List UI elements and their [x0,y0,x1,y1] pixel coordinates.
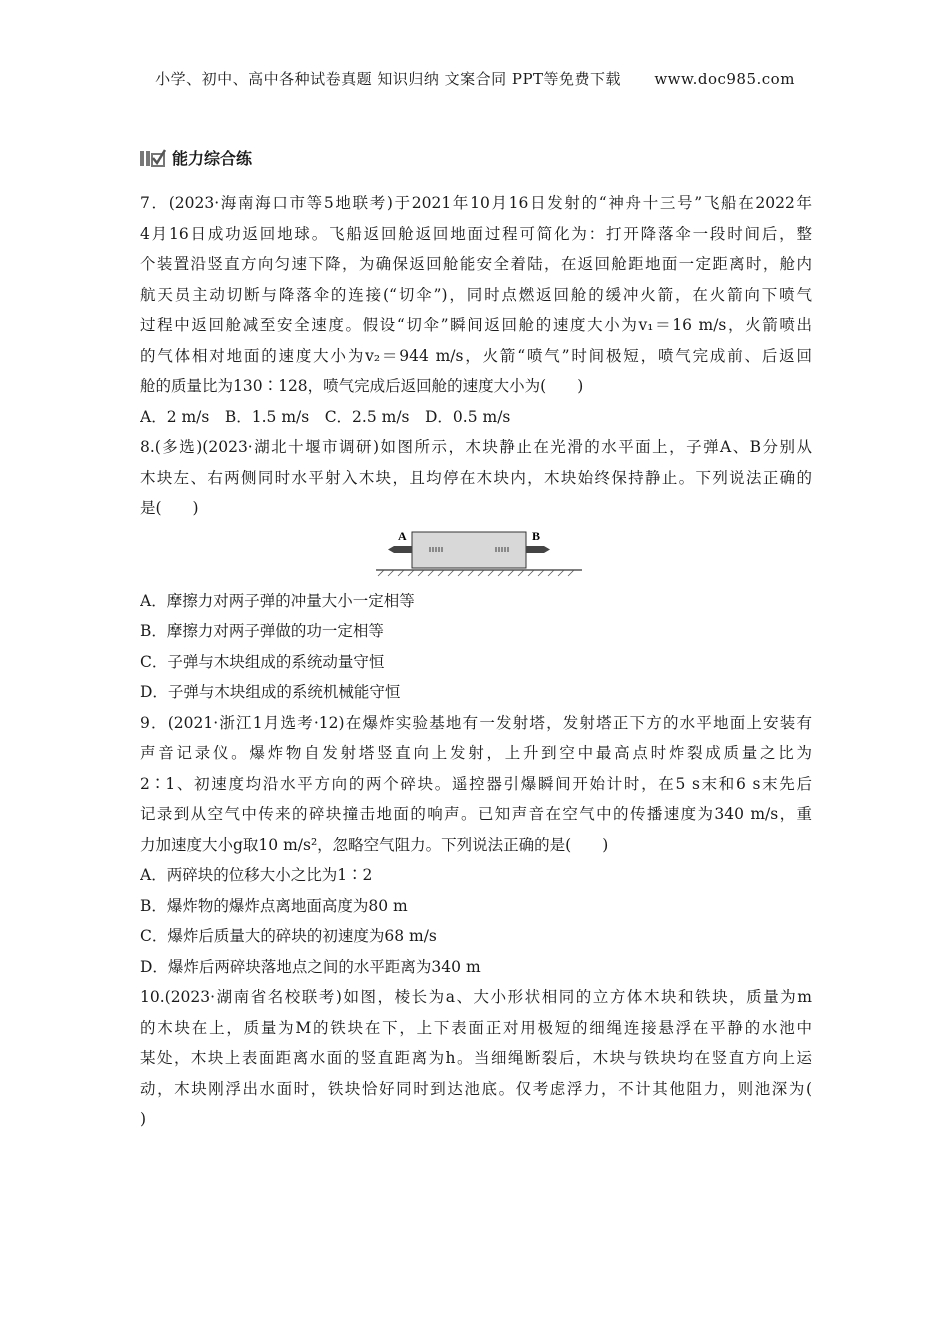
q9-line: 2∶1、初速度均沿水平方向的两个碎块。遥控器引爆瞬间开始计时，在5 s末和6 s末先后 [140,774,812,793]
q10-line: 某处，木块上表面距离水面的竖直距离为h。当细绳断裂后，木块与铁块均在竖直方向上运 [140,1049,812,1067]
q9-line: 力加速度大小g取10 m/s²，忽略空气阻力。下列说法正确的是( ) [140,835,609,854]
q8-line: 8.(多选)(2023·湖北十堰市调研)如图所示，木块静止在光滑的水平面上，子弹A、B分别从 [140,438,812,456]
q9-option: A．两碎块的位移大小之比为1∶2 [140,866,373,884]
q9-option: D．爆炸后两碎块落地点之间的水平距离为340 m [140,957,481,976]
label-b: B [532,528,541,543]
q8-option: B．摩擦力对两子弹做的功一定相等 [140,622,384,640]
q7-line: 4月16日成功返回地球。飞船返回舱返回地面过程可简化为：打开降落伞一段时间后，整 [140,224,812,243]
block-bullets-diagram [374,526,584,582]
q8-line: 是( ) [140,499,199,517]
bullet-b [526,546,550,553]
q8-figure [140,524,812,586]
q10-line: ) [140,1110,147,1128]
q7-line: 的气体相对地面的速度大小为v₂＝944 m/s，火箭“喷气”时间极短，喷气完成前、后返回 [140,346,812,365]
section-title [140,146,252,169]
q7-line: 7．(2023·海南海口市等5地联考)于2021年10月16日发射的“神舟十三号”飞船在2022年 [140,194,812,212]
q8-option: C．子弹与木块组成的系统动量守恒 [140,652,385,671]
q10-line: 动，木块刚浮出水面时，铁块恰好同时到达池底。仅考虑浮力，不计其他阻力，则池深为( [140,1079,812,1098]
q8-line: 木块左、右两侧同时水平射入木块，且均停在木块内，木块始终保持静止。下列说法正确的 [140,468,812,487]
bullet-a [388,546,412,553]
page-header [0,68,950,89]
q9-line: 记录到从空气中传来的碎块撞击地面的响声。已知声音在空气中的传播速度为340 m/s，重 [140,805,812,823]
q9-option: B．爆炸物的爆炸点离地面高度为80 m [140,896,408,915]
q9-line: 声音记录仪。爆炸物自发射塔竖直向上发射，上升到空中最高点时炸裂成质量之比为 [140,744,812,762]
q10-line: 的木块在上，质量为M的铁块在下，上下表面正对用极短的细绳连接悬浮在平静的水池中 [140,1018,812,1037]
q9-line: 9．(2021·浙江1月选考·12)在爆炸实验基地有一发射塔，发射塔正下方的水平地面上安装有 [140,713,812,732]
q10-line: 10.(2023·湖南省名校联考)如图，棱长为a、大小形状相同的立方体木块和铁块，质量为m [140,988,812,1006]
q8-option: A．摩擦力对两子弹的冲量大小一定相等 [140,591,415,610]
q8-option: D．子弹与木块组成的系统机械能守恒 [140,683,401,701]
header-text: 小学、初中、高中各种试卷真题 知识归纳 文案合同 PPT等免费下载 [155,70,622,88]
q9-option: C．爆炸后质量大的碎块的初速度为68 m/s [140,927,437,945]
q7-line: 过程中返回舱减至安全速度。假设“切伞”瞬间返回舱的速度大小为v₁＝16 m/s，火箭喷出 [140,316,812,334]
question-content [140,188,812,1135]
checkmark-icon [140,148,166,168]
q7-line: 舱的质量比为130∶128，喷气完成后返回舱的速度大小为( ) [140,377,584,395]
label-a: A [398,528,407,543]
q7-options: A．2 m/s B．1.5 m/s C．2.5 m/s D．0.5 m/s [140,407,511,426]
q7-line: 个装置沿竖直方向匀速下降，为确保返回舱能安全着陆，在返回舱距地面一定距离时，舱内 [140,255,812,273]
section-title-text: 能力综合练 [172,149,253,168]
header-site[interactable]: www.doc985.com [654,70,795,88]
q7-line: 航天员主动切断与降落伞的连接(“切伞”)，同时点燃返回舱的缓冲火箭，在火箭向下喷气 [140,285,812,304]
